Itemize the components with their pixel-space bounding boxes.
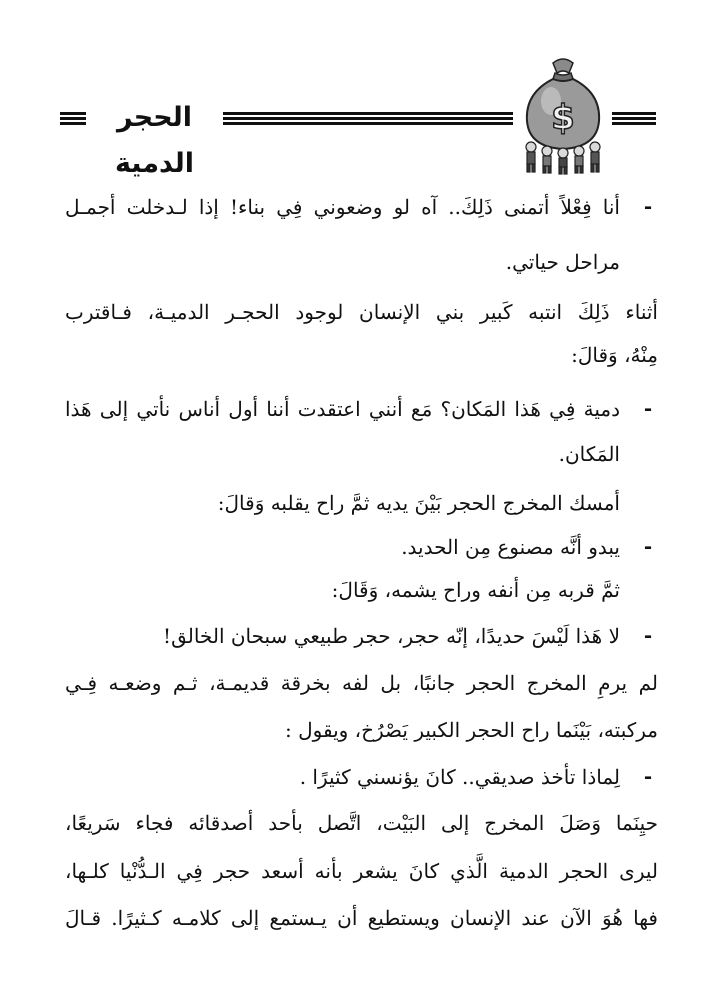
text-line: فها هُوَ الآن عند الإنسان ويستطيع أن يـستمع إلى كلامـه كـثيرًا. قـالَ — [65, 906, 658, 930]
text-line: حيِنَما وَصَلَ المخرج إلى البَيْت، اتَّصل بأحد أصدقائه فجاء سَريعًا، — [65, 811, 658, 835]
text-line: ليرى الحجر الدمية الَّذي كانَ يشعر بأنه أسعد حجر فِي الـدُّنْيا كلـها، — [65, 859, 658, 883]
text-line: أمسك المخرج الحجر بَيْنَ يديه ثمَّ راح يقلبه وَقالَ: — [217, 491, 620, 515]
money-bag-with-kids-icon — [517, 55, 609, 175]
text-line: المَكان. — [558, 442, 620, 466]
text-line: يبدو أنَّه مصنوع مِن الحديد. — [401, 535, 620, 559]
text-line: أثناء ذَلِكَ انتبه كَبير بني الإنسان لوجود الحجـر الدميـة، فـاقترب — [65, 300, 658, 324]
header-rule-right — [612, 112, 656, 124]
header-rule-left-outer — [60, 112, 86, 124]
dollar-sign-icon: $ — [551, 98, 575, 138]
dialogue-bullet: - — [643, 534, 653, 558]
dialogue-bullet: - — [643, 194, 653, 218]
text-line: ثمَّ قربه مِن أنفه وراح يشمه، وَقَالَ: — [331, 578, 620, 602]
chapter-title: الحجر الدمية — [114, 102, 195, 179]
header-rule-left-inner — [223, 112, 513, 124]
dialogue-bullet: - — [643, 396, 653, 420]
dialogue-bullet: - — [643, 764, 653, 788]
text-line: دمية فِي هَذا المَكان؟ مَع أنني اعتقدت أننا أول أناس نأتي إلى هَذا — [65, 397, 620, 421]
text-line: مركبته، بَيْنَما راح الحجر الكبير يَصْرُخ، ويقول : — [285, 718, 658, 742]
text-line: مِنْهُ، وَقالَ: — [571, 343, 658, 367]
text-line: أنا فِعْلاً أتمنى ذَلِكَ.. آه لو وضعوني فِي بناء! إذا لـدخلت أجمـل — [65, 195, 620, 219]
text-line: لم يرمِ المخرج الحجر جانبًا، بل لفه بخرقة قديمـة، ثـم وضعـه فِـي — [65, 671, 658, 695]
page-header — [0, 55, 720, 179]
dialogue-bullet: - — [643, 623, 653, 647]
text-line: لا هَذا لَيْسَ حديدًا، إنّه حجر، حجر طبيعي سبحان الخالق! — [163, 624, 620, 648]
text-line: مراحل حياتي. — [505, 250, 620, 274]
text-line: لِماذا تأخذ صديقي.. كانَ يؤنسني كثيرًا . — [299, 765, 620, 789]
